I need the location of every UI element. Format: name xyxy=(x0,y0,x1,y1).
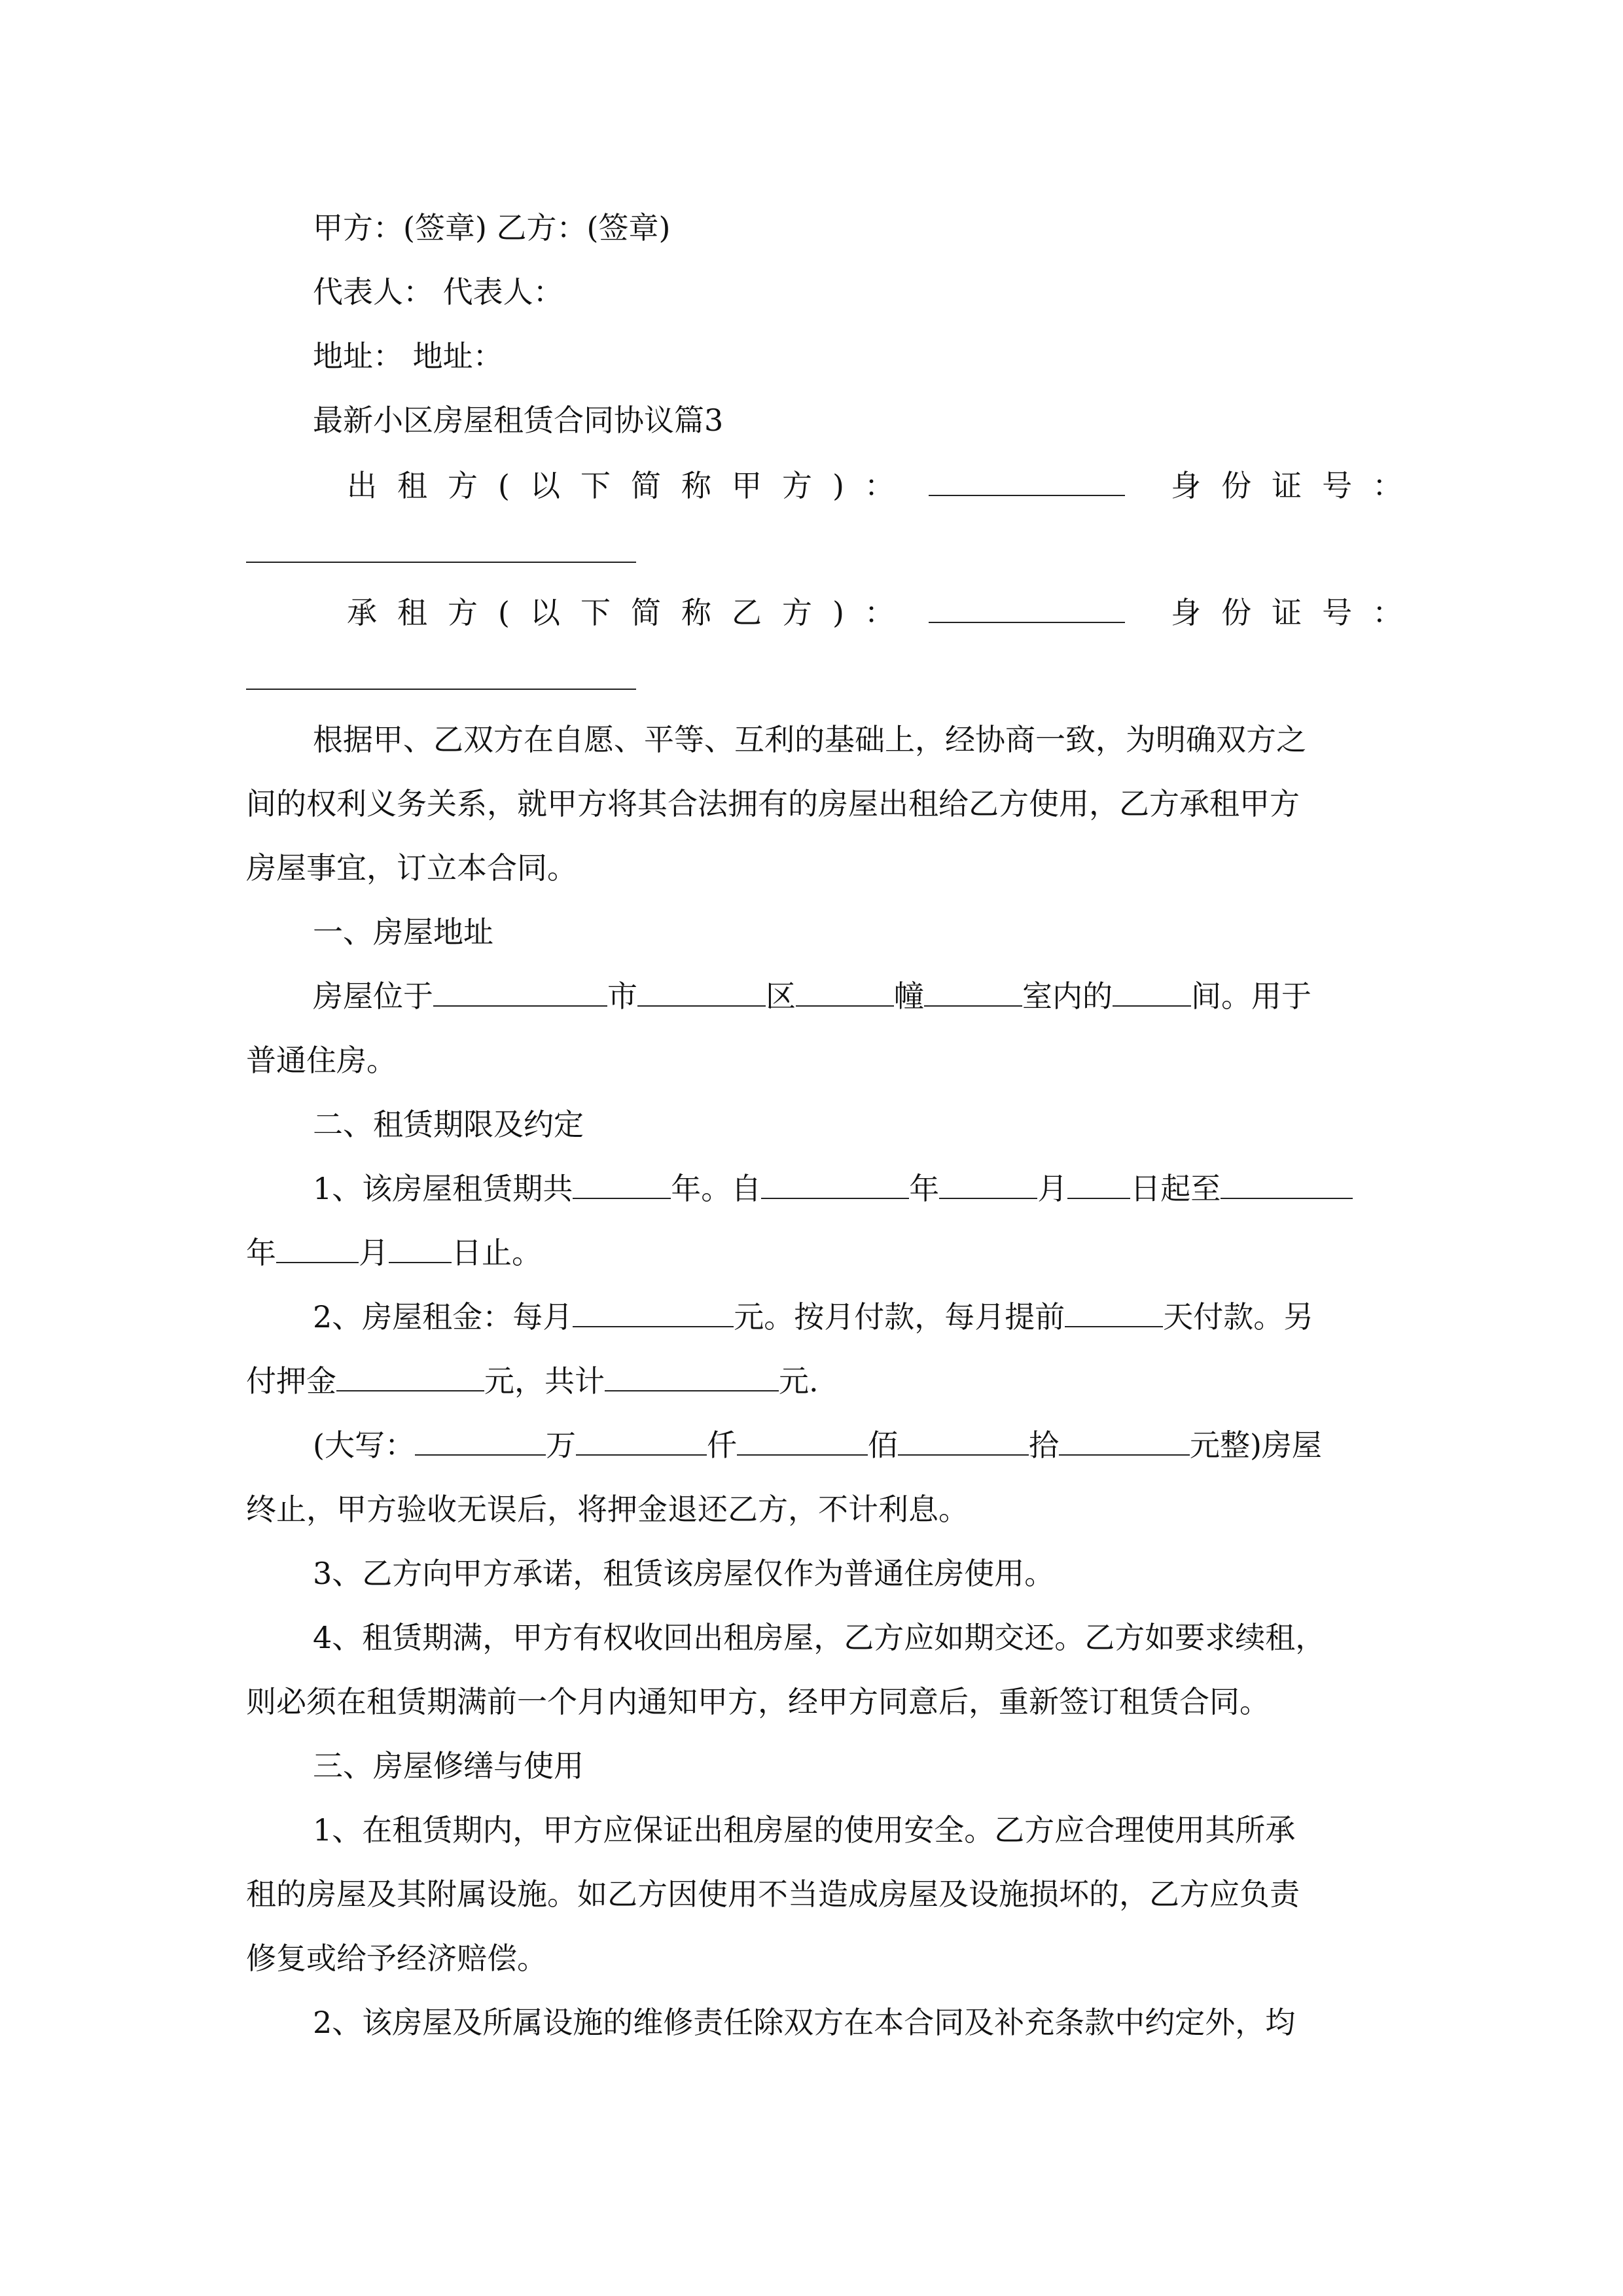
preamble-line-1: 根据甲、乙双方在自愿、平等、互利的基础上，经协商一致，为明确双方之 xyxy=(313,722,1306,757)
capital-part-2: 万 xyxy=(545,1427,576,1463)
document-heading: 最新小区房屋租赁合同协议篇3 xyxy=(313,403,724,438)
address-line xyxy=(313,977,1311,1016)
section-3-title: 三、房屋修缮与使用 xyxy=(313,1748,584,1784)
total-blank[interactable] xyxy=(605,1361,779,1391)
rent-part-1: 2、房屋租金：每月 xyxy=(313,1299,573,1335)
lessor-line xyxy=(347,466,1423,505)
capital-part-6: 元整)房屋 xyxy=(1189,1427,1322,1463)
term-part-3: 年 xyxy=(909,1171,940,1206)
clause-3-2-line-1: 2、该房屋及所属设施的维修责任除双方在本合同及补充条款中约定外，均 xyxy=(313,2005,1296,2040)
section-2-title: 二、租赁期限及约定 xyxy=(313,1107,584,1142)
rent-line-1 xyxy=(313,1297,1313,1336)
capital-part-1: (大写： xyxy=(313,1427,415,1463)
monthly-rent-blank[interactable] xyxy=(573,1297,734,1327)
capital-part-4: 佰 xyxy=(867,1427,898,1463)
clause-3-1-line-3: 修复或给予经济赔偿。 xyxy=(246,1941,547,1976)
building-blank[interactable] xyxy=(796,977,894,1007)
capital-line-2: 终止，甲方验收无误后，将押金退还乙方，不计利息。 xyxy=(246,1492,969,1527)
signature-line-representatives: 代表人： 代表人： xyxy=(313,274,563,310)
rent-part-6: 元. xyxy=(779,1363,819,1399)
address-part-5: 室内的 xyxy=(1022,978,1113,1014)
term-part-7: 月 xyxy=(359,1235,389,1270)
lessee-label: 承租方(以下简称乙方)： xyxy=(347,595,915,630)
term-line-1 xyxy=(313,1169,1353,1208)
capital-part-5: 拾 xyxy=(1028,1427,1059,1463)
clause-2-4-line-2: 则必须在租赁期满前一个月内通知甲方，经甲方同意后，重新签订租赁合同。 xyxy=(246,1684,1270,1719)
capital-line-1 xyxy=(313,1426,1322,1465)
address-part-3: 区 xyxy=(766,978,796,1014)
term-part-8: 日止。 xyxy=(452,1235,542,1270)
qian-blank[interactable] xyxy=(576,1426,707,1456)
lessee-id-label: 身份证号： xyxy=(1171,595,1423,630)
clause-2-4-line-1: 4、租赁期满，甲方有权收回出租房屋，乙方应如期交还。乙方如要求续租， xyxy=(313,1620,1326,1655)
lessor-label: 出租方(以下简称甲方)： xyxy=(347,468,915,503)
signature-line-addresses: 地址： 地址： xyxy=(313,338,503,374)
end-month-blank[interactable] xyxy=(276,1233,359,1263)
lessor-id-label: 身份证号： xyxy=(1171,468,1423,503)
preamble-line-2: 间的权利义务关系，就甲方将其合法拥有的房屋出租给乙方使用，乙方承租甲方 xyxy=(246,786,1300,821)
start-day-blank[interactable] xyxy=(1067,1169,1130,1199)
term-part-6: 年 xyxy=(246,1235,276,1270)
end-day-blank[interactable] xyxy=(389,1233,452,1263)
rooms-count-blank[interactable] xyxy=(1113,977,1191,1007)
address-part-2: 市 xyxy=(607,978,637,1014)
end-year-blank[interactable] xyxy=(1221,1169,1353,1199)
district-blank[interactable] xyxy=(637,977,766,1007)
lessor-id-blank[interactable] xyxy=(246,562,636,563)
rent-part-3: 天付款。另 xyxy=(1163,1299,1314,1335)
shi-blank[interactable] xyxy=(898,1426,1029,1456)
term-part-2: 年。自 xyxy=(671,1171,762,1206)
rent-part-4: 付押金 xyxy=(246,1363,336,1399)
rent-line-2 xyxy=(246,1361,819,1401)
bai-blank[interactable] xyxy=(737,1426,868,1456)
address-line-2: 普通住房。 xyxy=(246,1043,397,1078)
lessee-id-blank[interactable] xyxy=(246,689,636,690)
wan-blank[interactable] xyxy=(415,1426,546,1456)
advance-days-blank[interactable] xyxy=(1065,1297,1163,1327)
rent-part-2: 元。按月付款，每月提前 xyxy=(734,1299,1065,1335)
room-blank[interactable] xyxy=(924,977,1022,1007)
clause-3-1-line-1: 1、在租赁期内，甲方应保证出租房屋的使用安全。乙方应合理使用其所承 xyxy=(313,1812,1296,1848)
term-part-5: 日起至 xyxy=(1130,1171,1221,1206)
lessor-name-blank[interactable] xyxy=(929,466,1125,496)
start-year-blank[interactable] xyxy=(761,1169,909,1199)
address-part-6: 间。用于 xyxy=(1191,978,1311,1014)
capital-part-3: 仟 xyxy=(706,1427,737,1463)
deposit-blank[interactable] xyxy=(336,1361,484,1391)
term-part-1: 1、该房屋租赁期共 xyxy=(313,1171,573,1206)
term-part-4: 月 xyxy=(1037,1171,1068,1206)
city-blank[interactable] xyxy=(433,977,607,1007)
term-line-2 xyxy=(246,1233,542,1272)
clause-2-3: 3、乙方向甲方承诺，租赁该房屋仅作为普通住房使用。 xyxy=(313,1556,1055,1591)
section-1-title: 一、房屋地址 xyxy=(313,914,493,950)
yuan-blank[interactable] xyxy=(1059,1426,1190,1456)
signature-line-parties: 甲方：(签章) 乙方：(签章) xyxy=(313,210,671,245)
rent-part-5: 元，共计 xyxy=(484,1363,605,1399)
address-part-4: 幢 xyxy=(894,978,924,1014)
lessee-name-blank[interactable] xyxy=(929,593,1125,623)
start-month-blank[interactable] xyxy=(939,1169,1037,1199)
clause-3-1-line-2: 租的房屋及其附属设施。如乙方因使用不当造成房屋及设施损坏的，乙方应负责 xyxy=(246,1876,1300,1912)
term-years-blank[interactable] xyxy=(573,1169,671,1199)
lessee-line xyxy=(347,593,1423,632)
address-part-1: 房屋位于 xyxy=(313,978,433,1014)
preamble-line-3: 房屋事宜，订立本合同。 xyxy=(246,850,577,886)
